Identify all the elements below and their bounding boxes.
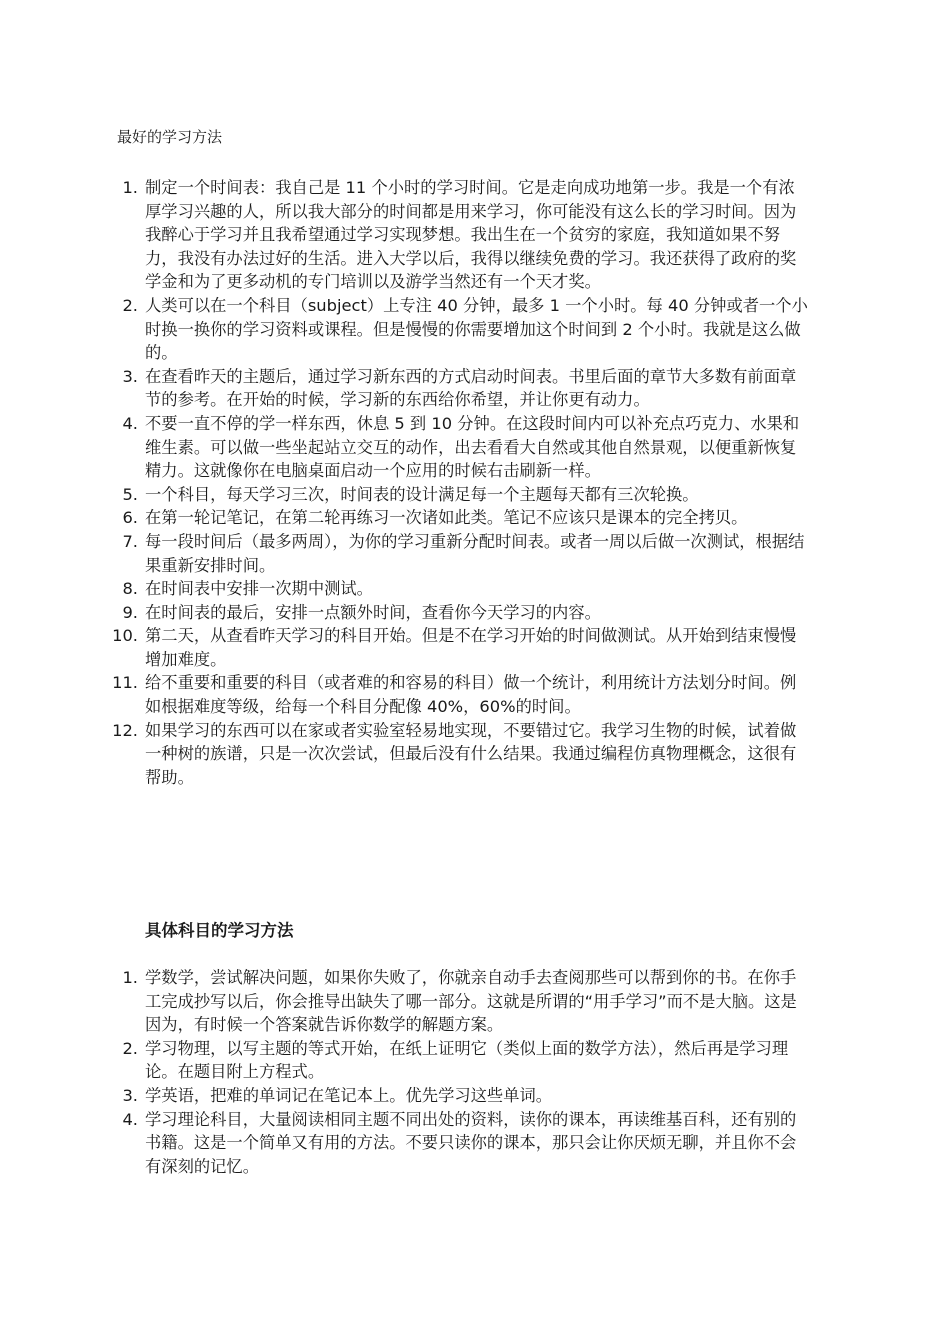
list-item (0, 624, 810, 671)
list-item-text: 人类可以在一个科目（subject）上专注 40 分钟，最多 1 一个小时。每 40 分钟或者一个小时换一换你的学习资料或课程。但是慢慢的你需要增加这个时间到 2 个小时。我就是这么做的。 (145, 295, 808, 363)
list-item-text: 学习物理，以写主题的等式开始，在纸上证明它（类似上面的数学方法），然后再是学习理论。在题目附上方程式。 (145, 1038, 789, 1082)
list-item (0, 601, 810, 625)
list-item (0, 719, 810, 790)
list-item-number: 3. (122, 1085, 138, 1105)
list-item-text: 第二天，从查看昨天学习的科目开始。但是不在学习开始的时间做测试。从开始到结束慢慢增加难度。 (145, 626, 797, 669)
document-title: 最好的学习方法 (117, 128, 223, 146)
list-item-number: 12. (112, 720, 138, 740)
list-item-number: 4. (122, 413, 138, 433)
list-item (0, 530, 810, 577)
list-item (0, 506, 810, 530)
study-methods-list (0, 176, 950, 789)
list-item-number: 8. (122, 579, 138, 599)
list-item-number: 6. (122, 508, 138, 528)
list-item-text: 给不重要和重要的科目（或者难的和容易的科目）做一个统计，利用统计方法划分时间。例如根据难度等级，给每一个科目分配像 40%，60%的时间。 (145, 673, 797, 717)
list-item-number: 3. (122, 366, 138, 386)
list-item (0, 1108, 810, 1179)
list-item (0, 577, 810, 601)
list-item (0, 966, 810, 1037)
list-item (0, 176, 810, 294)
list-item-text: 在时间表中安排一次期中测试。 (145, 579, 373, 599)
list-item-number: 2. (122, 1038, 138, 1058)
list-item-number: 7. (122, 531, 138, 551)
list-item-text: 在时间表的最后，安排一点额外时间，查看你今天学习的内容。 (145, 602, 601, 622)
list-item-number: 4. (122, 1109, 138, 1129)
list-item-number: 2. (122, 295, 138, 315)
list-item (0, 412, 810, 483)
list-item-text: 制定一个时间表：我自己是 11 个小时的学习时间。它是走向成功地第一步。我是一个有浓厚学习兴趣的人，所以我大部分的时间都是用来学习，你可能没有这么长的学习时间。因为我醉心于学习并且我希望通过学习实现梦想。我出生在一个贫穷的家庭，我知道如果不努力，我没有办法过好的生活。进入大学以后，我得以继续免费的学习。我还获得了政府的奖学金和为了更多动机的专门培训以及游学当然还有一个天才奖。 (145, 178, 797, 292)
list-item-text: 学习理论科目，大量阅读相同主题不同出处的资料，读你的课本，再读维基百科，还有别的书籍。这是一个简单又有用的方法。不要只读你的课本，那只会让你厌烦无聊，并且你不会有深刻的记忆。 (145, 1109, 797, 1176)
list-item (0, 294, 810, 365)
list-item-text: 一个科目，每天学习三次，时间表的设计满足每一个主题每天都有三次轮换。 (145, 484, 699, 504)
list-item-text: 学数学，尝试解决问题，如果你失败了，你就亲自动手去查阅那些可以帮到你的书。在你手工完成抄写以后，你会推导出缺失了哪一部分。这就是所谓的“用手学习”而不是大脑。这是因为，有时候一个答案就告诉你数学的解题方案。 (145, 968, 797, 1035)
list-item-text: 在查看昨天的主题后，通过学习新东西的方式启动时间表。书里后面的章节大多数有前面章节的参考。在开始的时候，学习新的东西给你希望，并让你更有动力。 (145, 366, 797, 410)
section-heading: 具体科目的学习方法 (145, 921, 294, 940)
list-item (0, 671, 810, 718)
list-item (0, 1084, 810, 1108)
list-item-number: 1. (122, 968, 138, 987)
list-item-number: 9. (122, 602, 138, 622)
subject-methods-list (0, 966, 950, 1178)
list-item-text: 如果学习的东西可以在家或者实验室轻易地实现，不要错过它。我学习生物的时候，试着做一种树的族谱，只是一次次尝试，但最后没有什么结果。我通过编程仿真物理概念，这很有帮助。 (145, 720, 797, 787)
list-item-number: 11. (112, 673, 138, 693)
list-item (0, 365, 810, 412)
list-item-text: 学英语，把难的单词记在笔记本上。优先学习这些单词。 (145, 1085, 553, 1105)
list-item (0, 483, 810, 507)
list-item-text: 在第一轮记笔记，在第二轮再练习一次诸如此类。笔记不应该只是课本的完全拷贝。 (145, 508, 748, 528)
list-item-text: 不要一直不停的学一样东西，休息 5 到 10 分钟。在这段时间内可以补充点巧克力、水果和维生素。可以做一些坐起站立交互的动作，出去看看大自然或其他自然景观，以便重新恢复精力。这就像你在电脑桌面启动一个应用的时候右击刷新一样。 (145, 413, 800, 481)
list-item-text: 每一段时间后（最多两周），为你的学习重新分配时间表。或者一周以后做一次测试，根据结果重新安排时间。 (145, 531, 805, 575)
list-item-number: 5. (122, 484, 138, 504)
list-item-number: 10. (112, 626, 138, 646)
list-item-number: 1. (122, 178, 138, 197)
list-item (0, 1037, 810, 1084)
